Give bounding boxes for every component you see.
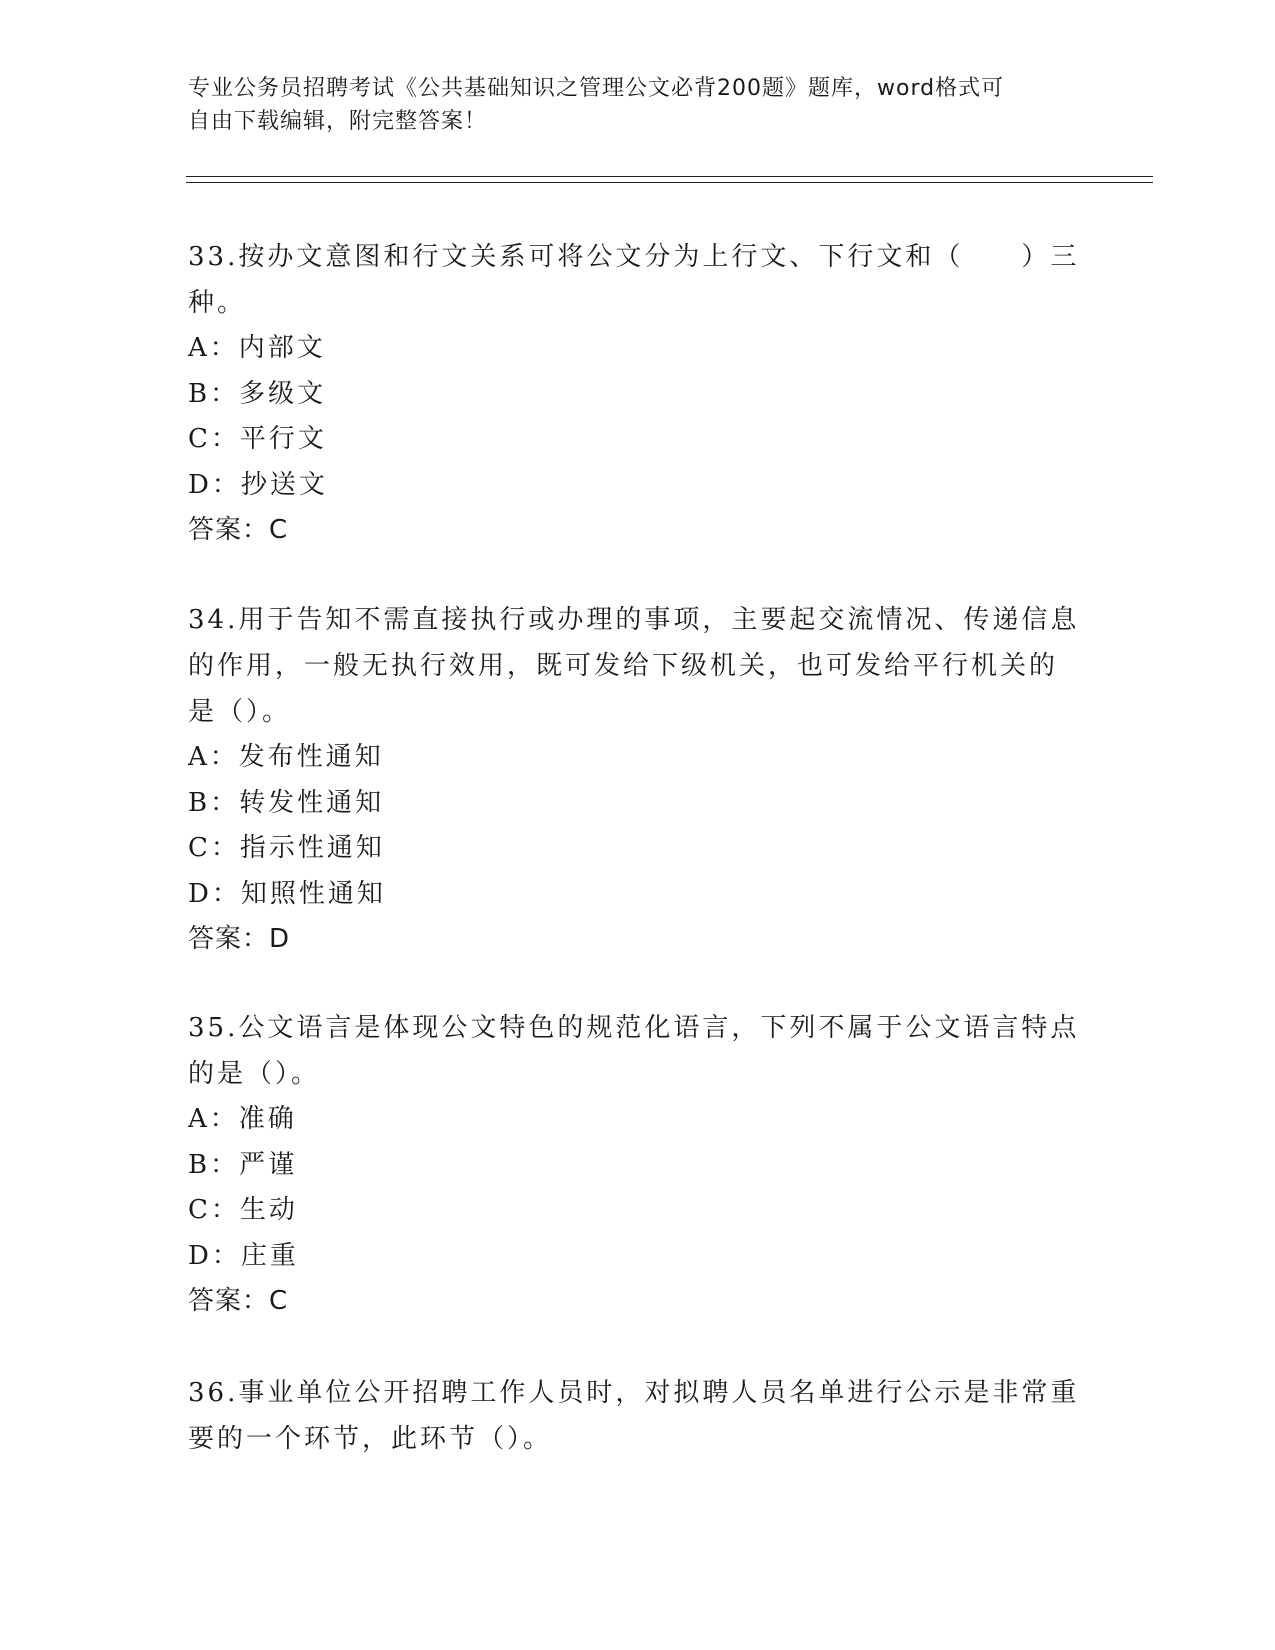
question-text: 是（）。 — [188, 697, 292, 727]
question-text: 33.按办文意图和行文关系可将公文分为上行文、下行文和（ ）三 — [188, 242, 1080, 272]
option-b: B：多级文 — [188, 378, 327, 409]
option-a: A：准确 — [188, 1104, 297, 1134]
option-a: A：发布性通知 — [188, 742, 384, 772]
option-b: B：转发性通知 — [188, 787, 385, 818]
header-divider-top — [186, 176, 1153, 177]
option-c: C：生动 — [188, 1195, 298, 1225]
question-text: 要的一个环节，此环节（）。 — [188, 1424, 553, 1454]
question-33 — [188, 234, 1088, 554]
option-a: A：内部文 — [188, 333, 326, 363]
question-text: 种。 — [188, 288, 247, 318]
question-35 — [188, 1005, 1088, 1325]
answer: 答案：C — [188, 1286, 289, 1316]
option-c: C：指示性通知 — [188, 833, 385, 863]
document-header — [188, 72, 1068, 138]
header-divider-bottom — [186, 182, 1153, 183]
option-d: D：庄重 — [188, 1240, 299, 1271]
question-text: 的是（）。 — [188, 1059, 321, 1089]
option-d: D：抄送文 — [188, 469, 328, 500]
answer: 答案：D — [188, 924, 291, 954]
option-b: B：严谨 — [188, 1149, 298, 1180]
question-text: 36.事业单位公开招聘工作人员时，对拟聘人员名单进行公示是非常重 — [188, 1378, 1080, 1408]
answer: 答案：C — [188, 515, 289, 545]
option-c: C：平行文 — [188, 424, 327, 454]
question-text: 35.公文语言是体现公文特色的规范化语言，下列不属于公文语言特点 — [188, 1013, 1080, 1043]
header-line: 专业公务员招聘考试《公共基础知识之管理公文必背200题》题库，word格式可 — [188, 76, 1005, 101]
question-text: 的作用，一般无执行效用，既可发给下级机关，也可发给平行机关的 — [188, 651, 1059, 681]
question-text: 34.用于告知不需直接执行或办理的事项，主要起交流情况、传递信息 — [188, 605, 1080, 635]
header-line: 自由下载编辑，附完整答案！ — [188, 109, 488, 134]
question-34 — [188, 597, 1088, 963]
option-d: D：知照性通知 — [188, 878, 386, 909]
question-36 — [188, 1370, 1088, 1462]
